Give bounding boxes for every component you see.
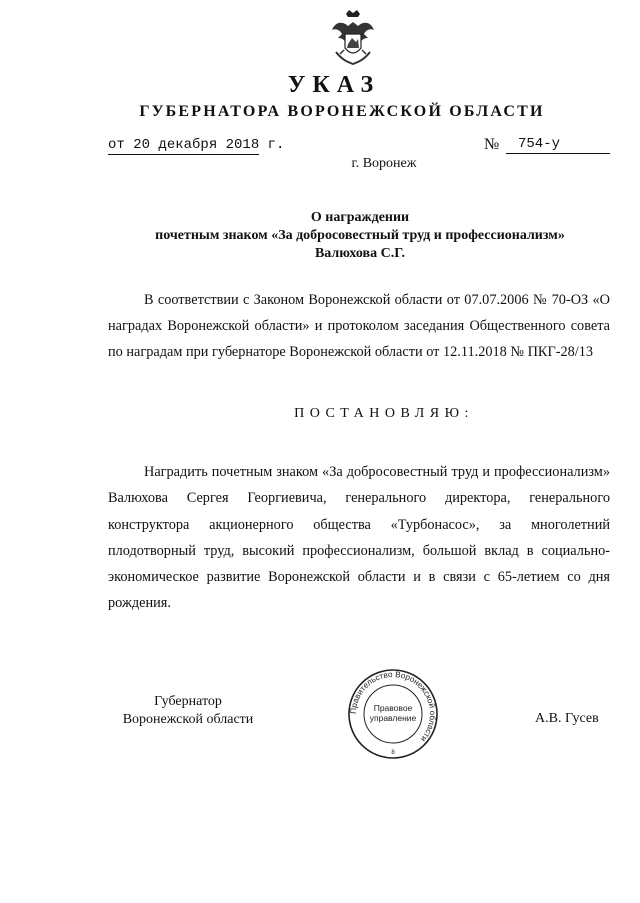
stamp-ring-text: Правительство Воронежской области <box>348 669 438 744</box>
signatory-name: А.В. Гусев <box>535 711 599 726</box>
signatory-title <box>108 693 268 729</box>
number-sign: № <box>484 136 500 153</box>
number-value: 754-у <box>506 136 610 154</box>
stamp-mark: 8 <box>391 750 395 756</box>
stamp-inner-line-2: управление <box>369 713 417 723</box>
preamble-paragraph: В соответствии с Законом Воронежской области от 07.07.2006 № 70-ОЗ «О наградах Воронежской области» и протоколом заседания Общественного совета по наградам при губернаторе Воронежской области от 12.11.2018 № ПКГ-28/13 <box>108 292 610 360</box>
date-prefix: от <box>108 137 125 153</box>
date-value: 20 декабря 2018 <box>133 137 260 153</box>
signatory-title-line-2: Воронежской области <box>122 712 254 727</box>
date-suffix: г. <box>267 137 285 153</box>
subject-line-3: Валюхова С.Г. <box>314 246 406 261</box>
official-stamp <box>347 668 439 760</box>
decree-body-paragraph: Наградить почетным знаком «За добросовестный труд и профессионализм» Валюхова Сергея Георгиевича, генерального директора, генерального конструктора акционерного общества «Турбонасос», за многолетний плодотворный труд, высокий профессионализм, большой вклад в социально-экономическое развитие Воронежской области и в связи с 65-летием со дня рождения. <box>108 464 610 612</box>
document-subject <box>100 209 620 263</box>
document-issuer: ГУБЕРНАТОРА ВОРОНЕЖСКОЙ ОБЛАСТИ <box>139 103 545 120</box>
signatory-title-line-1: Губернатор <box>154 694 222 709</box>
stamp-inner-line-1: Правовое <box>373 703 413 713</box>
subject-line-1: О награждении <box>310 210 410 225</box>
document-type: УКАЗ <box>287 72 381 98</box>
decree-heading: ПОСТАНОВЛЯЮ: <box>294 406 474 421</box>
document-date <box>108 137 284 153</box>
coat-of-arms-icon <box>326 8 380 68</box>
document-city: г. Воронеж <box>351 156 417 171</box>
subject-line-2: почетным знаком «За добросовестный труд и профессионализм» <box>155 228 565 243</box>
